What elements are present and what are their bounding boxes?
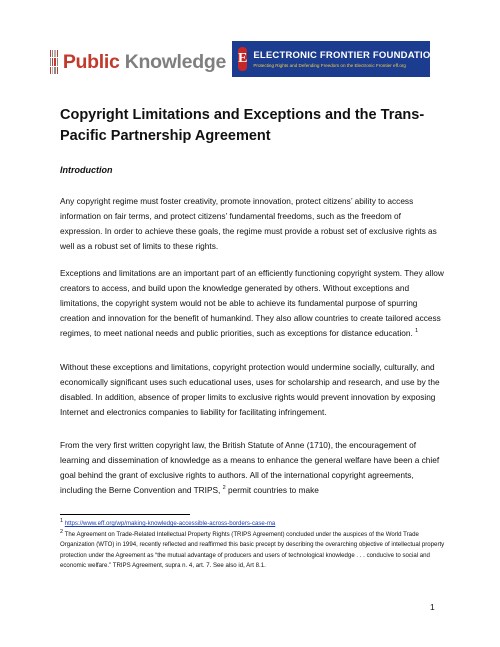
eff-name: ELECTRONIC FRONTIER FOUNDATION — [253, 50, 438, 61]
paragraph-4 — [60, 438, 444, 498]
paragraph-1 — [60, 194, 444, 254]
public-knowledge-grid-icon — [50, 50, 58, 74]
public-knowledge-word-2: Knowledge — [124, 50, 226, 73]
paragraph-1-text: Any copyright regime must foster creativity, promote innovation, protect citizens’ ability to access information on fair terms, and protect citizens’ fundamental freedoms, such as the freedom of expression. In order to achieve these goals, the regime must provide a robust set of exclusive rights as well as a robust set of limits to these rights. — [60, 196, 437, 252]
footnote-1-number: 1 — [60, 517, 64, 524]
paragraph-4-text-before: From the very first written copyright law, the British Statute of Anne (1710), the encouragement of learning and dissemination of knowledge as a means to enhance the general welfare have been a chief goal behind the grant of exclusive rights to authors. All of the international copyright agreements, including the Berne Convention and TRIPS, — [60, 440, 440, 496]
footnote-2 — [60, 530, 450, 572]
footnote-separator — [60, 514, 190, 515]
document-title: Copyright Limitations and Exceptions and the Trans-Pacific Partnership Agreement — [60, 107, 425, 144]
page-number: 1 — [430, 602, 435, 612]
section-heading: Introduction — [60, 165, 113, 175]
paragraph-3-text: Without these exceptions and limitations, copyright protection would undermine socially, culturally, and economically significant uses such educational uses, uses for scholarship and research, and use by the disabled. In addition, absence of proper limits to exclusive rights would prevent innovation by exposing Internet and electronics companies to liability for facilitating infringement. — [60, 362, 440, 418]
public-knowledge-wordmark — [63, 51, 226, 74]
eff-logo — [232, 41, 438, 77]
footnote-2-text: The Agreement on Trade-Related Intellectual Property Rights (TRIPS Agreement) concluded under the auspices of the World Trade Organization (WTO) in 1994, recently reflected and reaffirmed this basic precept by describing the overarching objective of intellectual property protection under the Agreement as “the mutual advantage of producers and users of technological knowledge . . . conducive to social and economic welfare.” TRIPS Agreement, supra n. 4, art. 7. See also id, Art 8.1. — [60, 530, 445, 570]
footnote-ref-2[interactable]: 2 — [222, 485, 226, 492]
paragraph-2 — [60, 266, 444, 341]
eff-words — [253, 50, 437, 68]
paragraph-2-text: Exceptions and limitations are an important part of an efficiently functioning copyright system. They allow creators to access, and build upon the knowledge generated by others. Without exceptions and limitations, the copyright system would not be able to achieve its fundamental purpose of spurring creation and innovation for the benefit of humankind. They also allow countries to create tailored access regimes, to meet national needs and public priorities, such as exceptions for distance education. — [60, 268, 444, 339]
footnote-1 — [60, 519, 450, 530]
public-knowledge-logo — [50, 46, 226, 78]
paragraph-4-text-after: permit countries to make — [228, 485, 319, 496]
footnotes — [60, 519, 450, 572]
eff-tagline: Protecting Rights and Defending Freedom on the Electronic Frontier eff.org — [253, 63, 406, 68]
footnote-2-number: 2 — [60, 528, 64, 535]
footnote-1-link[interactable]: https://www.eff.org/wp/making-knowledge-accessible-across-borders-case-ma — [64, 520, 276, 527]
paragraph-3 — [60, 360, 444, 420]
footnote-ref-1[interactable]: 1 — [415, 328, 419, 335]
public-knowledge-word-1: Public — [62, 50, 120, 73]
eff-mark-icon: E — [238, 47, 247, 71]
